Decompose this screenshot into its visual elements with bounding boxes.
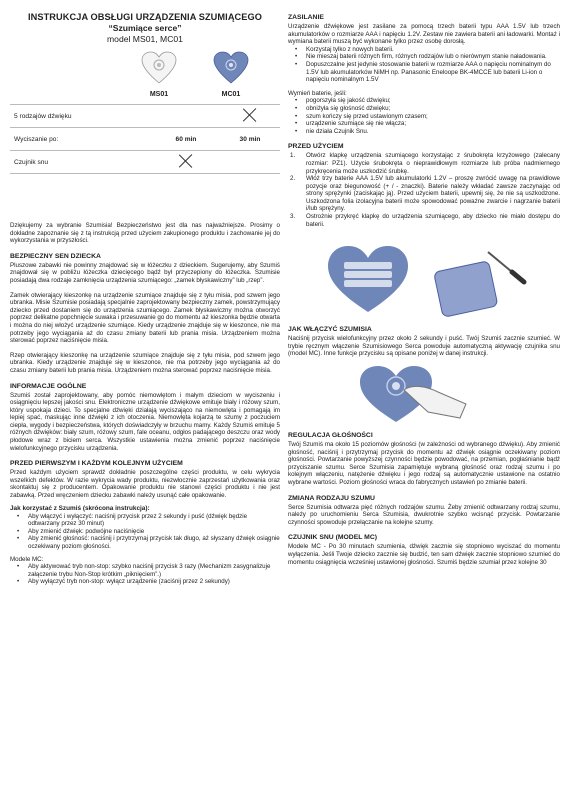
cell-ms01: [152, 151, 216, 174]
model-label-ms01: MS01: [149, 91, 169, 98]
sound-heading: ZMIANA RODZAJU SZUMU: [288, 494, 375, 502]
battery-compartment-icon: [288, 238, 560, 318]
general-heading: INFORMACJE OGÓLNE: [10, 382, 87, 390]
sensor-text: Modele MC - Po 30 minutach szumienia, dźwięk zacznie się stopniowo wyciszać do momentu wyłączenia. Jeśli Twoje dziecko zacznie się budzić, ten sam dźwięk zacznie stopniowo szumieć do momentu osiągnięcia wcześniej ustawionej głośności. Szumiś będzie szumiał przez kolejne 30: [288, 543, 560, 566]
battery-illustration: [288, 238, 560, 318]
press-illustration: [288, 362, 560, 424]
sensor-heading: CZUJNIK SNU (MODEL MC): [288, 534, 377, 542]
list-item: • urządzenie szumiące się nie włącza;: [288, 120, 560, 128]
hand-press-icon: [288, 362, 560, 424]
document-header: [10, 12, 280, 44]
beforeuse-list: [288, 152, 560, 228]
list-item: • szum kończy się przed ustawionym czasem;: [288, 113, 560, 121]
safety-heading: BEZPIECZNY SEN DZIECKA: [10, 252, 101, 260]
before-heading: PRZED PIERWSZYM I KAŻDYM KOLEJNYM UŻYCIEM: [10, 460, 183, 468]
howto-list: [10, 513, 280, 551]
general-text: Szumiś został zaprojektowany, aby pomóc niemowlętom i małym dzieciom w wyciszeniu i osiągnięciu lepszej jakości snu. Elektroniczne urządzenie dźwiękowe emituje biały i różowy szum, który uspokaja dzieci. To specjalne dźwięki działają wyciszająco na niemowlęta i pomagają im lepiej spać, maskując inne dźwięki z ich otoczenia. Niemowlęta kojarzą te szumy z poczuciem ciepła, wygody i bezpieczeństwa, których doświadczyły w brzuchu mamy. Każdy Szumiś emituje 5 różnych dźwięków: biały szum, różowy szum, fale oceanu, odgłos padającego deszczu oraz wody płodowe wraz z biciem serca. Wszystkie ustawienia można zmienić poprzez naciśnięcie wielofunkcyjnego przycisku urządzenia.: [10, 391, 280, 452]
howto-heading: Jak korzystać z Szumiś (skrócona instrukcja):: [10, 504, 150, 512]
list-item: • Korzystaj tylko z nowych baterii.: [288, 46, 560, 54]
safety-p3: Rzep otwierający kieszonkę na urządzenie szumiące znajduje się z tyłu misia, pod szwem jego ubranka. Kiedy urządzenie znajduje się w kieszonce, nie ma potrzeby jego wyciągania aż do czasu zmiany baterii lub prania misia. Urządzeniem można sterować poprzez naciśnięcie misia.: [10, 351, 280, 374]
list-item: 1. Otwórz klapkę urządzenia szumiącego korzystając z śrubokręta krzyżowego (zalecany rozmiar: PZ1). Użycie śrubokręta o nieprawidłowym rozmiarze lub próba nadmiernego przykręcenia może uszkodzić śrubkę.: [290, 152, 560, 175]
list-item: 2. Włóż trzy baterie AAA 1.5V lub akumulatorki 1.2V – proszę zwrócić uwagę na prawidłowe pozycje oraz biegunowość (+ / - znaczki). Baterie należy wkładać zawsze zaczynając od strony sprężynki (zaciskając ją). Przed użyciem baterii, upewnij się, że nie są uszkodzone. Uszkodzona folia izolacyjna baterii może spowodować poważne zwarcie i nagrzanie baterii i/lub sprężyny.: [290, 175, 560, 213]
document-subtitle: “Szumiące serce”: [108, 23, 182, 33]
cross-icon: [179, 154, 193, 168]
list-item: • obniżyła się głośność dźwięku;: [288, 105, 560, 113]
model-line: model MS01, MC01: [107, 34, 183, 44]
list-item: • Aby aktywować tryb non-stop: szybko naciśnij przycisk 3 razy (Mechanizm zasygnalizuje załączenie trybu Non-Stop krótkim „piknięciem”.): [10, 563, 280, 578]
list-item: • Aby włączyć i wyłączyć: naciśnij przycisk przez 2 sekundy i puść (dźwięk będzie odtwarzany przez 30 minut): [10, 513, 280, 528]
list-item: • Nie mieszaj baterii różnych firm, różnych rodzajów lub o nierównym stanie naładowania.: [288, 53, 560, 61]
table-row: [10, 151, 280, 174]
intro-text: Dziękujemy za wybranie Szumisia! Bezpieczeństwo jest dla nas najważniejsze. Prosimy o dokładne zapoznanie się z tą instrukcją przed użyciem zakupionego produktu i zachowanie jej do wykorzystania w przyszłości.: [10, 222, 280, 245]
product-images: [10, 48, 280, 104]
list-item: 3. Ostrożnie przykręć klapkę do urządzenia szumiącego, aby dziecko nie miało dostępu do baterii.: [290, 213, 560, 228]
turnon-text: Naciśnij przycisk wielofunkcyjny przez około 2 sekundy i puść. Twój Szumiś zacznie szumieć. W trybie ręcznym włączenie Szumisiowego Serca powoduje automatyczną aktywację czujnika snu (model MC). Inne funkcje przycisku są opisane poniżej w danej instrukcji.: [288, 335, 560, 358]
row-label: Wyciszanie po:: [10, 128, 152, 151]
cell-mc01: [216, 151, 280, 174]
table-row: [10, 128, 280, 151]
before-text: Przed każdym użyciem sprawdź dokładnie poszczególne części produktu, w celu wykrycia wszelkich defektów. W razie wykrycia wady produktu, niezwłocznie zaprzestań użytkowania oraz skontaktuj się z producentem. Opakowanie produktu nie stanowi części produktu i nie jest zabawką. Przed wręczeniem dziecku zabawki należy usunąć całe opakowanie.: [10, 469, 280, 500]
power-heading: ZASILANIE: [288, 14, 324, 21]
list-item: • Aby zmienić dźwięk: podwójne naciśnięcie: [10, 528, 280, 536]
cell-ms01: 60 min: [152, 128, 216, 151]
cell-mc01: 30 min: [216, 128, 280, 151]
list-item: • Aby wyłączyć tryb non-stop: wyłącz urządzenie (zaciśnij przez 2 sekundy): [10, 578, 280, 586]
volume-heading: REGULACJA GŁOŚNOŚCI: [288, 432, 373, 440]
row-label: 5 rodzajów dźwięku: [10, 105, 152, 128]
cell-ms01: [152, 105, 216, 128]
safety-p2: Zamek otwierający kieszonkę na urządzenie szumiące znajduje się z tyłu misia, pod szwem jego ubranka. Misie Szumisie posiadają specjalnie zaprojektowany bezpieczny zamek, powstrzymujący dziecko przed dostaniem się do urządzenia szumiącego. Zamek błyskawiczny można otworzyć poprzez delikatne popchnięcie suwaka i przesuwanie go do momentu aż kieszonka będzie otwarta i można do niej włożyć urządzenie szumiące. Kiedy urządzenie znajduje się w kieszonce, nie ma potrzeby jego wyciągania aż do czasu zmiany baterii lub prania misia. Urządzeniem można sterować poprzez naciśnięcie misia.: [10, 291, 280, 345]
left-column: [10, 0, 280, 586]
table-row: [10, 105, 280, 128]
blue-heart-icon: [213, 51, 249, 85]
cell-mc01: [216, 105, 280, 128]
list-item: • Aby zmienić głośność: naciśnij i przytrzymaj przycisk tak długo, aż słyszany dźwięk osiągnie oczekiwany poziom głośności.: [10, 535, 280, 550]
comparison-table: [10, 104, 280, 174]
replace-label: Wymień baterie, jeśli:: [288, 89, 347, 97]
cross-icon: [243, 108, 257, 122]
model-label-mc01: MC01: [221, 91, 241, 98]
mc-label: Modele MC:: [10, 555, 44, 563]
sound-text: Serce Szumisia odtwarza pięć różnych rodzajów szumu. Żeby zmienić odtwarzany rodzaj szumu, należy po uruchomieniu Serca Szumisia, dwukrotnie szybko wcisnąć przycisk. Powtarzanie czynności spowoduje przełączanie na kolejne szumy.: [288, 503, 560, 526]
volume-text: Twój Szumiś ma około 15 poziomów głośności (w zależności od wybranego dźwięku). Aby zmienić głośność, naciśnij i przytrzymaj przycisk do momentu aż dźwięk osiągnie oczekiwany poziom głośności. Powtarzanie powyższej czynności będzie powodować, na przemian, pogłaśnianie bądź przyciszanie szumu. Serce Szumisia zapamiętuje wybraną głośność oraz rodzaj szumu i po kolejnym włączeniu, natężenie dźwięku i jego rodzaj są automatycznie ustawione na ostatnio wybrane wartości. Poziom głośności wraca do fabrycznych ustawień po zmianie baterii.: [288, 441, 560, 486]
right-column: [288, 0, 560, 566]
safety-p1: Pluszowe zabawki nie powinny znajdować się w łóżeczku z dzieckiem. Sugerujemy, aby Szumiś znajdował się w pobliżu łóżeczka dziecięcego bądź był przyczepiony do łóżeczka. Szumisie posiadają dwa rodzaje zamknięcia urządzenia szumiącego: „zamek błyskawiczny” lub „rzep”.: [10, 261, 280, 284]
list-item: • Dopuszczalne jest jedynie stosowanie baterii w rozmiarze AAA o napięciu nominalnym do 1.5V lub akumulatorków NiMH np. Panasonic Eneloope BK-4MCCE lub baterii Li-ion o napięciu nominalnym 1.5V: [288, 61, 560, 84]
replace-list: [288, 97, 560, 135]
power-list: [288, 46, 560, 84]
list-item: • pogorszyła się jakość dźwięku;: [288, 97, 560, 105]
power-text: Urządzenie dźwiękowe jest zasilane za pomocą trzech baterii typu AAA 1.5V lub trzech akumulatorków o rozmiarze AAA i napięciu 1.2V. Zestaw nie zawiera baterii ani ładowarki. Montaż i wymiana baterii muszą być wykonane tylko przez osobę dorosłą.: [288, 23, 560, 46]
white-heart-icon: [141, 51, 177, 85]
list-item: • nie działa Czujnik Snu.: [288, 128, 560, 136]
turnon-heading: JAK WŁĄCZYĆ SZUMISIA: [288, 326, 372, 334]
document-title: INSTRUKCJA OBSŁUGI URZĄDZENIA SZUMIĄCEGO: [27, 12, 263, 22]
row-label: Czujnik snu: [10, 151, 152, 174]
mc-list: [10, 563, 280, 586]
beforeuse-heading: PRZED UŻYCIEM: [288, 143, 344, 151]
